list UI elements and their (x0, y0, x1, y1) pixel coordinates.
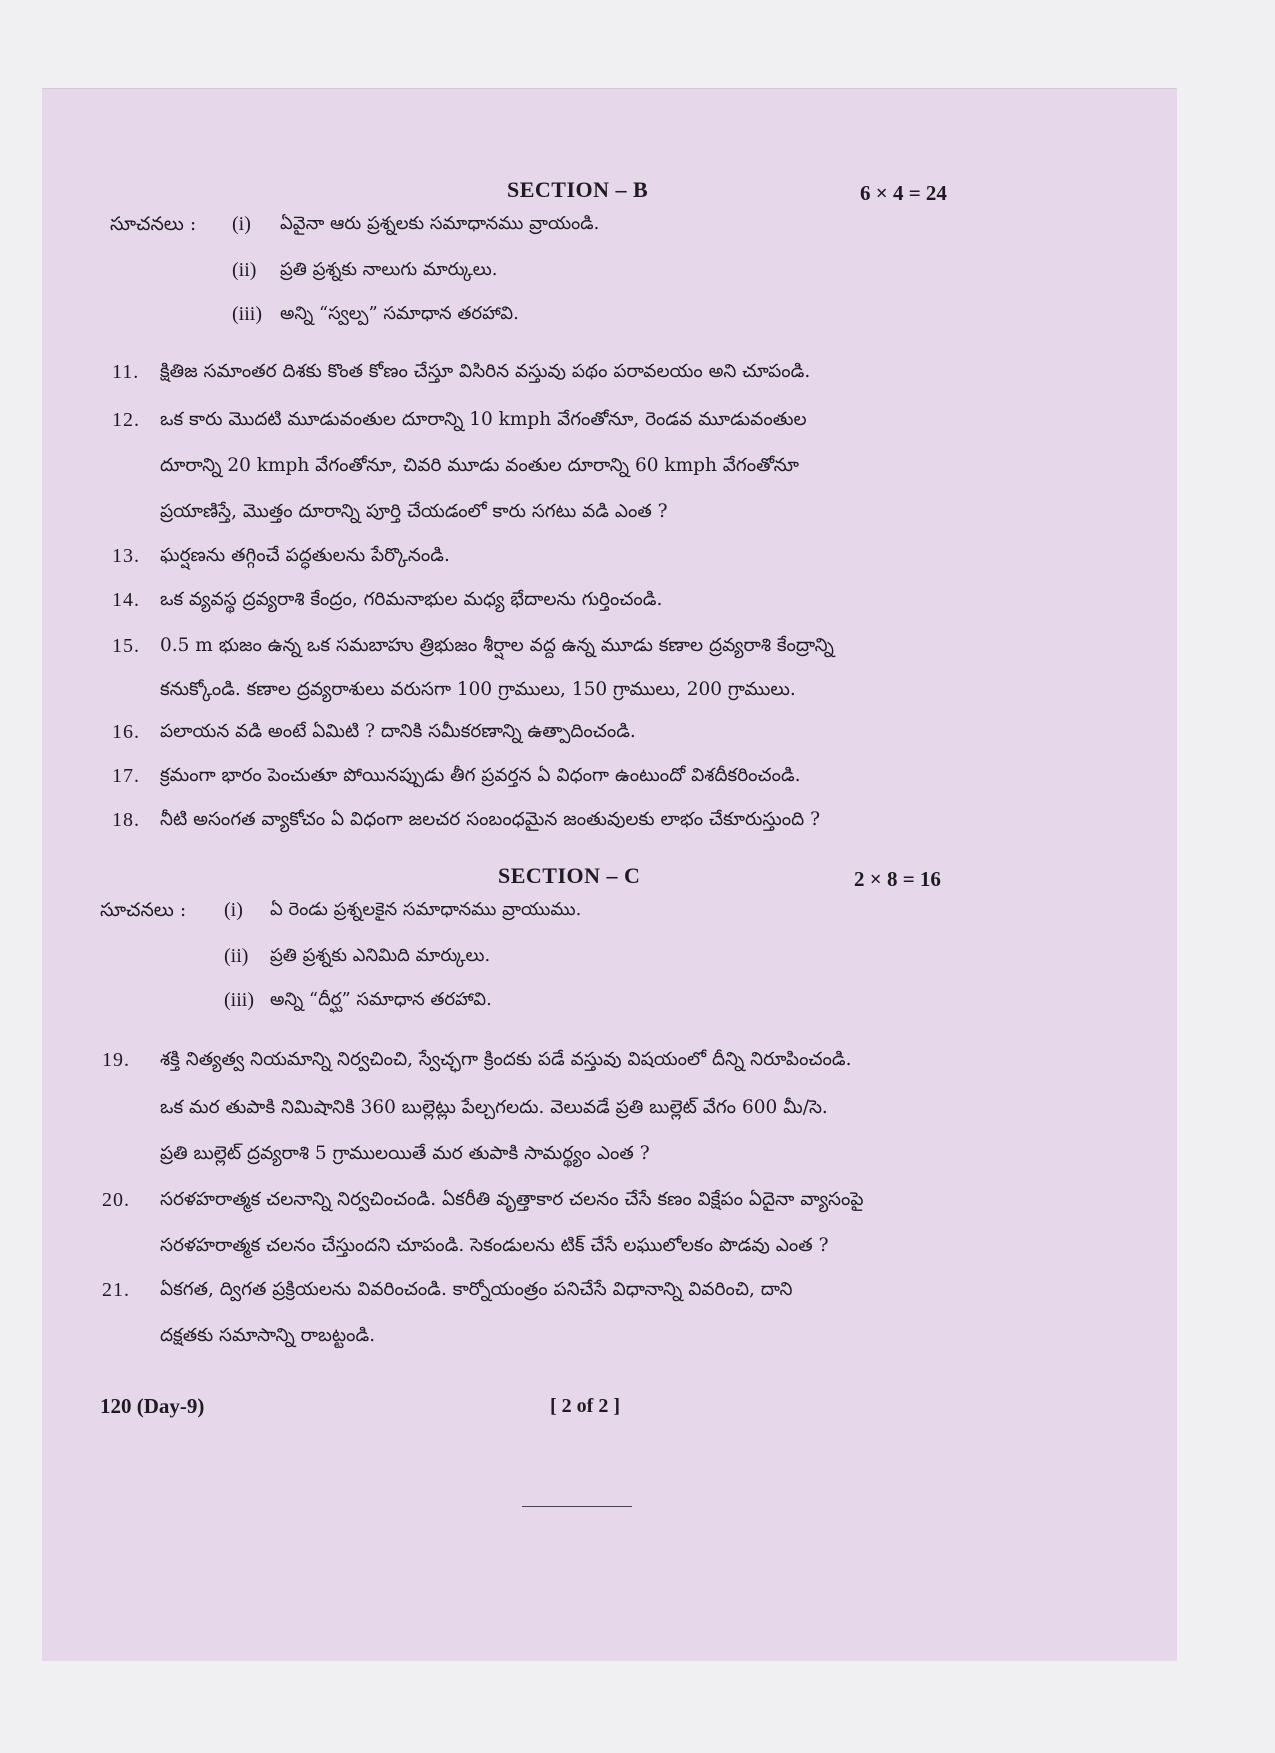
question-15-line-1: 0.5 m భుజం ఉన్న ఒక సమబాహు త్రిభుజం శీర్షాల వద్ద ఉన్న మూడు కణాల ద్రవ్యరాశి కేంద్రాన్ని (160, 635, 834, 656)
question-12-line-3: ప్రయాణిస్తే, మొత్తం దూరాన్ని పూర్తి చేయడంలో కారు సగటు వడి ఎంత ? (160, 501, 668, 522)
question-paper-sheet (42, 88, 1177, 1661)
question-number-18: 18. (112, 809, 140, 831)
document-content (42, 89, 1177, 1661)
question-number-17: 17. (112, 765, 140, 787)
question-number-14: 14. (112, 589, 140, 611)
question-number-15: 15. (112, 635, 140, 657)
section-c-instruction-1: ఏ రెండు ప్రశ్నలకైన సమాధానము వ్రాయుము. (270, 899, 582, 920)
question-number-21: 21. (102, 1279, 130, 1301)
section-b-instruction-1: ఏవైనా ఆరు ప్రశ్నలకు సమాధానము వ్రాయండి. (280, 213, 600, 234)
question-19-line-3: ప్రతి బుల్లెట్ ద్రవ్యరాశి 5 గ్రాములయితే మర తుపాకి సామర్థ్యం ఎంత ? (160, 1143, 650, 1164)
section-c-instructions-label: సూచనలు : (100, 899, 187, 921)
section-c-instruction-2: ప్రతి ప్రశ్నకు ఎనిమిది మార్కులు. (270, 945, 491, 966)
question-20-line-2: సరళహరాత్మక చలనం చేస్తుందని చూపండి. సెకండులను టిక్ చేసే లఘులోలకం పొడవు ఎంత ? (160, 1235, 829, 1256)
section-c-instruction-num-3: (iii) (224, 989, 254, 1011)
question-19-line-1: శక్తి నిత్యత్వ నియమాన్ని నిర్వచించి, స్వేచ్ఛగా క్రిందకు పడే వస్తువు విషయంలో దీన్ని నిరూపించండి. (160, 1049, 852, 1070)
question-14-text: ఒక వ్యవస్థ ద్రవ్యరాశి కేంద్రం, గరిమనాభుల మధ్య భేదాలను గుర్తించండి. (160, 589, 663, 610)
question-number-19: 19. (102, 1049, 130, 1071)
section-b-marks: 6 × 4 = 24 (860, 181, 947, 205)
question-19-line-2: ఒక మర తుపాకి నిమిషానికి 360 బుల్లెట్లు పేల్చగలదు. వెలువడే ప్రతి బుల్లెట్ వేగం 600 మీ/సె. (160, 1097, 828, 1118)
section-c-instruction-num-1: (i) (224, 899, 243, 921)
question-11-text: క్షితిజ సమాంతర దిశకు కొంత కోణం చేస్తూ విసిరిన వస్తువు పథం పరావలయం అని చూపండి. (160, 361, 811, 382)
question-20-line-1: సరళహరాత్మక చలనాన్ని నిర్వచించండి. ఏకరీతి వృత్తాకార చలనం చేసే కణం విక్షేపం ఏదైనా వ్యాసంపై (160, 1189, 864, 1210)
question-number-13: 13. (112, 545, 140, 567)
question-18-text: నీటి అసంగత వ్యాకోచం ఏ విధంగా జలచర సంబంధమైన జంతువులకు లాభం చేకూరుస్తుంది ? (160, 809, 821, 830)
section-b-instruction-num-1: (i) (232, 213, 251, 235)
section-b-instruction-3: అన్ని “స్వల్ప” సమాధాన తరహావి. (280, 303, 519, 324)
section-c-instruction-3: అన్ని “దీర్ఘ” సమాధాన తరహావి. (270, 989, 492, 1010)
question-number-20: 20. (102, 1189, 130, 1211)
section-b-instructions-label: సూచనలు : (110, 213, 197, 235)
section-c-title: SECTION – C (498, 863, 641, 888)
question-number-12: 12. (112, 409, 140, 431)
question-17-text: క్రమంగా భారం పెంచుతూ పోయినప్పుడు తీగ ప్రవర్తన ఏ విధంగా ఉంటుందో విశదీకరించండి. (160, 765, 801, 786)
question-number-16: 16. (112, 721, 140, 743)
question-12-line-2: దూరాన్ని 20 kmph వేగంతోనూ, చివరి మూడు వంతుల దూరాన్ని 60 kmph వేగంతోనూ (160, 455, 800, 476)
question-13-text: ఘర్షణను తగ్గించే పద్ధతులను పేర్కొనండి. (160, 545, 450, 566)
paper-code: 120 (Day-9) (100, 1394, 205, 1418)
question-12-line-1: ఒక కారు మొదటి మూడువంతుల దూరాన్ని 10 kmph వేగంతోనూ, రెండవ మూడువంతుల (160, 409, 807, 430)
section-c-marks: 2 × 8 = 16 (854, 867, 941, 891)
section-b-instruction-num-3: (iii) (232, 303, 262, 325)
section-b-title: SECTION – B (507, 177, 649, 202)
question-21-line-2: దక్షతకు సమాసాన్ని రాబట్టండి. (160, 1325, 376, 1346)
section-b-instruction-num-2: (ii) (232, 259, 257, 281)
question-21-line-1: ఏకగత, ద్విగత ప్రక్రియలను వివరించండి. కార్నోయంత్రం పనిచేసే విధానాన్ని వివరించి, దాని (160, 1279, 793, 1300)
section-c-instruction-num-2: (ii) (224, 945, 249, 967)
question-16-text: పలాయన వడి అంటే ఏమిటి ? దానికి సమీకరణాన్ని ఉత్పాదించండి. (160, 721, 636, 742)
question-number-11: 11. (112, 361, 140, 383)
footer-divider (522, 1506, 632, 1507)
page-number: [ 2 of 2 ] (550, 1395, 620, 1417)
section-b-instruction-2: ప్రతి ప్రశ్నకు నాలుగు మార్కులు. (280, 259, 498, 280)
question-15-line-2: కనుక్కోండి. కణాల ద్రవ్యరాశులు వరుసగా 100 గ్రాములు, 150 గ్రాములు, 200 గ్రాములు. (160, 679, 796, 700)
